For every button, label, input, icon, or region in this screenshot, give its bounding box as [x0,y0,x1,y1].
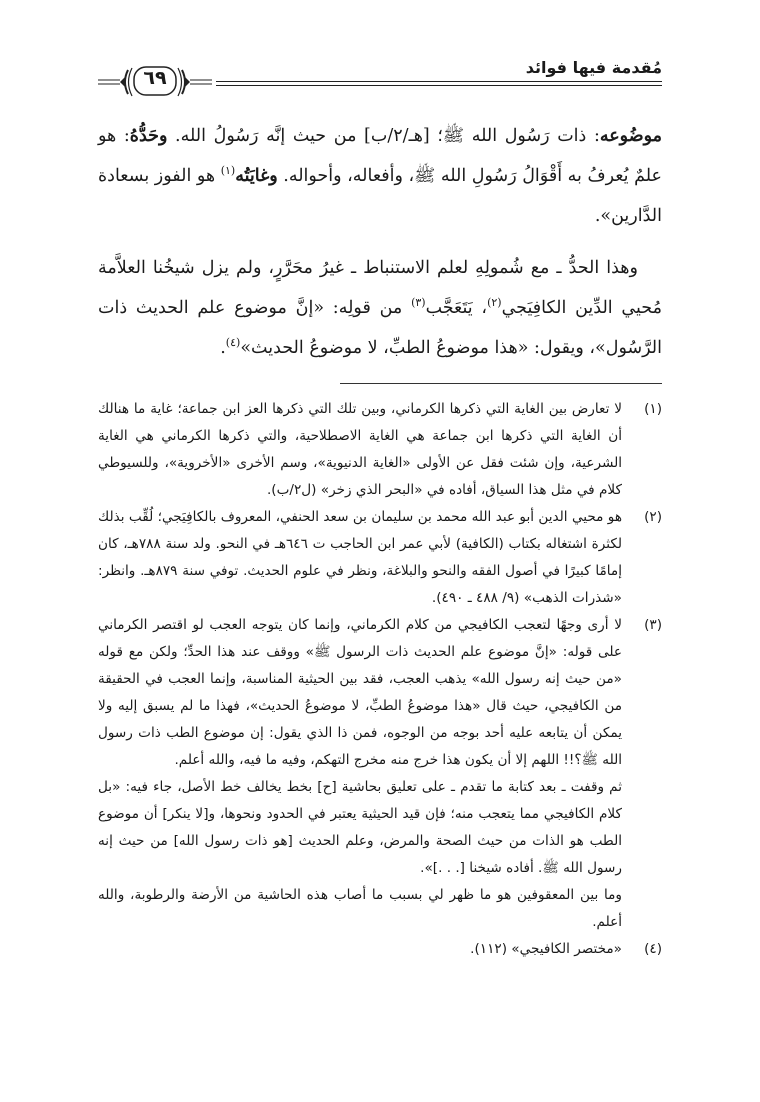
text-run: هو الفوز بسعادة الدَّارين». [97,166,662,226]
footnote-text: هو محيي الدين أبو عبد الله محمد بن سليمان بن سعد الحنفي، المعروف بالكافِيَجي؛ لُقِّب بذلك لكثرة اشتغاله بكتاب (الكافية) لأبي عمر ابن الحاجب ت ٦٤٦هـ في النحو. ولد سنة ٧٨٨هـ، كان إمامًا كبيرًا في أصول الفقه والنحو والبلاغة، ونظر في علوم الحديث. توفي سنة ٨٧٩هـ. وانظر: «شذرات الذهب» (٩/ ٤٨٨ ـ ٤٩٠). [98,509,622,606]
page-number: ٦٩ [143,67,167,89]
paragraph-critique [98,248,662,368]
footnote-3 [98,612,662,936]
footnote-1 [98,396,662,504]
footnote-ref-3: (٣) [411,296,426,310]
text-run: وهذا الحدُّ ـ مع شُمولِهِ لعلم الاستنباط ـ غيرُ محَرَّرٍ، ولم يزل شيخُنا العلاَّمة مُحيي الدِّين الكافِيَجي [98,258,662,318]
page-number-badge [98,62,212,98]
footnote-ref-4: (٤) [225,336,241,350]
text-run: من قولِه: «إنَّ موضوع علم الحديث ذات الرَّسُول»، ويقول: «هذا موضوعُ الطبِّ، لا موضوعُ الحديث» [98,298,662,358]
footnote-number: (٤) [644,941,662,957]
footnote-ref-1: (١) [220,164,236,178]
footnote-number: (٢) [644,509,662,525]
running-title: مُقدمة فيها فوائد [525,58,662,77]
text-run: ، يَتَعَجَّب [425,298,488,318]
footnote-4 [98,936,662,963]
text-run: . [220,338,226,358]
footnote-ref-2: (٢) [487,296,502,310]
term-goal: وغايَتُه [235,166,278,186]
footnote-divider [340,383,662,384]
main-text [98,116,662,368]
footnote-text: ثم وقفت ـ بعد كتابة ما تقدم ـ على تعليق بحاشية [ح] بخط يخالف خط الأصل، جاء فيه: «بل كلام الكافيجي مما يتعجب منه؛ فإن قيد الحيثية يعتبر في الحدود ونحوها، و[لا ينكر] أن موضوع الطب هو الذات من حيث الصحة والمرض، وعلم الحديث [هو ذات رسول الله] من حيث إنه رسول الله ﷺ. أفاده شيخنا [. . .]». [98,779,622,876]
footnote-text: لا أرى وجهًا لتعجب الكافيجي من كلام الكرماني، وإنما كان يتوجه العجب لو اقتصر الكرماني على قوله: «إنَّ موضوع علم الحديث ذات الرسول ﷺ» ووقف عند هذا الحدِّ؛ ولكن مع قوله «من حيث إنه رسول الله» يذهب العجب، فقد بين الحيثية المناسبة، وإنما العجب في الحقيقة من الكافيجي، حيث قال «هذا موضوعُ الطبِّ، لا موضوعُ الحديث»، فهذا ما لم يسبق إليه ولا يمكن أن يتابعه عليه أحد بوجه من الوجوه، فمن ذا الذي يقول: إن موضوع الطب ذات رسول الله ﷺ؟!! اللهم إلا أن يكون هذا خرج منه مخرج التهكم، وفيه ما فيه، والله أعلم. [98,617,622,768]
footnote-text: لا تعارض بين الغاية التي ذكرها الكرماني، وبين تلك التي ذكرها العز ابن جماعة؛ غاية ما هنالك أن الغاية التي ذكرها ابن جماعة هي الغاية الاصطلاحية، والتي ذكرها الكرماني هي الغاية الشرعية، وإن شئت فقل عن الأولى «الغاية الدنيوية»، وسم الأخرى «الأخروية»، وللسيوطي كلام في مثل هذا السياق، أفاده في «البحر الذي زخر» (ل٢/ب). [98,401,622,498]
term-subject: موضُوعه [599,126,662,146]
footnote-number: (١) [644,401,662,417]
footnote-text: وما بين المعقوفين هو ما ظهر لي بسبب ما أصاب هذه الحاشية من الأرضة والرطوبة، والله أعلم. [98,887,622,930]
footnote-2 [98,504,662,612]
text-run: : ذات رَسُول الله ﷺ؛ [هـ/٢/ب] من حيث إنَّه رَسُولُ الله. [167,126,600,146]
text-run: : هو علمٌ يُعرفُ به أَقْوَالُ رَسُولِ الله ﷺ، وأفعاله، وأحواله. [98,126,662,186]
paragraph-subject-definition [98,116,662,236]
term-definition: وحَدُّهُ [129,126,168,146]
header-rule [216,81,662,86]
footnotes [98,396,662,963]
footnote-text: «مختصر الكافيجي» (١١٢). [470,941,622,957]
footnote-number: (٣) [644,617,662,633]
page-header [98,54,662,98]
